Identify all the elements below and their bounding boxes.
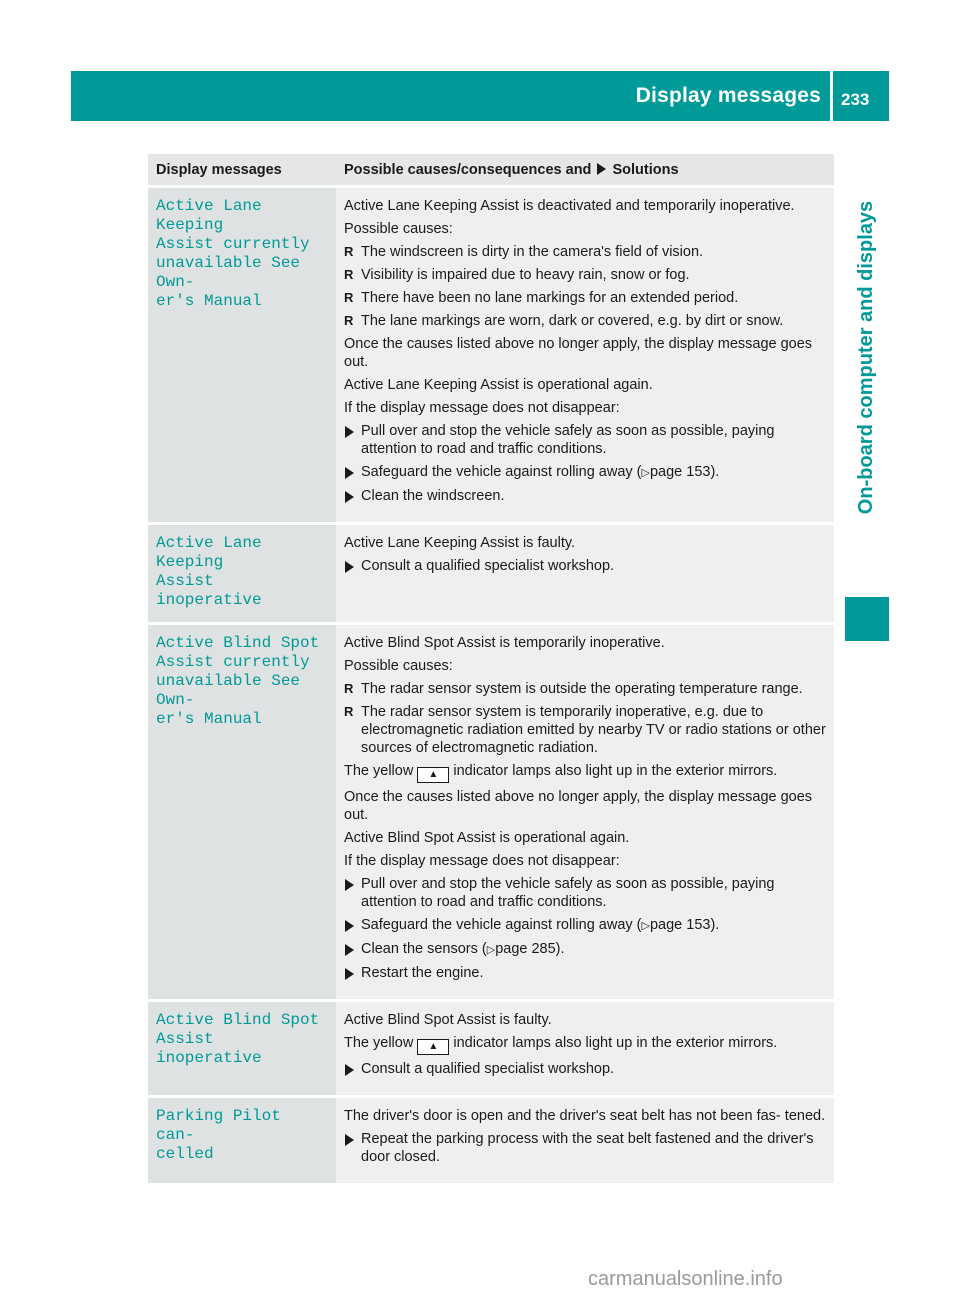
col-header-solutions-text: Solutions xyxy=(612,162,679,178)
solution-step xyxy=(344,557,826,575)
lamp-text-post: indicator lamps also light up in the exterior mirrors. xyxy=(453,1035,778,1051)
page-number: 233 xyxy=(841,90,870,109)
display-message-text: Active Lane Keeping Assist inoperative xyxy=(156,534,262,609)
message-cell xyxy=(148,1097,336,1184)
causes-cell xyxy=(336,524,834,624)
arrow-right-icon xyxy=(345,968,354,980)
bullet-icon: R xyxy=(344,290,354,305)
table-row xyxy=(148,1097,834,1184)
arrow-right-icon xyxy=(345,426,354,438)
solution-step xyxy=(344,463,826,482)
watermark: carmanualsonline.info xyxy=(588,1268,783,1290)
solution-step xyxy=(344,487,826,505)
solution-step xyxy=(344,422,826,458)
cause-text: There have been no lane markings for an extended period. xyxy=(361,290,739,306)
display-message-text: Active Blind Spot Assist currently unavailable See Own‐ er's Manual xyxy=(156,634,320,728)
display-message-text: Parking Pilot can‐ celled xyxy=(156,1107,281,1163)
paragraph: Active Blind Spot Assist is faulty. xyxy=(344,1012,552,1028)
solution-text: Consult a qualified specialist workshop. xyxy=(361,1061,615,1077)
paragraph: Active Lane Keeping Assist is faulty. xyxy=(344,535,576,551)
causes-cell xyxy=(336,624,834,1001)
paragraph: The driver's door is open and the driver's seat belt has not been fas‐ tened. xyxy=(344,1108,826,1124)
table-row xyxy=(148,1001,834,1097)
solution-text: Clean the sensors ( xyxy=(361,941,487,957)
page-ref-link[interactable]: page 153). xyxy=(649,464,720,480)
display-message-text: Active Blind Spot Assist inoperative xyxy=(156,1011,320,1067)
paragraph: Once the causes listed above no longer apply, the display message goes out. xyxy=(344,789,813,823)
bullet-icon: R xyxy=(344,313,354,328)
paragraph: If the display message does not disappear: xyxy=(344,853,620,869)
page-ref-link[interactable]: page 153). xyxy=(649,917,720,933)
side-tab xyxy=(845,127,889,587)
solution-step xyxy=(344,964,826,982)
message-cell xyxy=(148,524,336,624)
arrow-right-icon xyxy=(345,920,354,932)
page-ref-link[interactable]: page 285). xyxy=(495,941,565,957)
side-tab-label: On-board computer and displays xyxy=(855,200,878,514)
solution-text: Restart the engine. xyxy=(361,965,484,981)
arrow-right-icon xyxy=(345,561,354,573)
cause-text: The radar sensor system is outside the operating temperature range. xyxy=(361,681,803,697)
page-title: Display messages xyxy=(635,84,821,107)
paragraph: Active Blind Spot Assist is operational again. xyxy=(344,830,630,846)
cause-text: The windscreen is dirty in the camera's field of vision. xyxy=(361,244,704,260)
arrow-right-icon xyxy=(597,163,606,175)
warning-triangle-icon: ▲ xyxy=(417,767,449,783)
bullet-icon: R xyxy=(344,267,354,282)
cause-item xyxy=(344,289,826,307)
cause-item xyxy=(344,266,826,284)
causes-cell xyxy=(336,187,834,524)
cause-text: Visibility is impaired due to heavy rain, snow or fog. xyxy=(361,267,690,283)
message-cell xyxy=(148,624,336,1001)
arrow-right-icon xyxy=(345,1134,354,1146)
lamp-text-post: indicator lamps also light up in the exterior mirrors. xyxy=(453,763,778,779)
bullet-icon: R xyxy=(344,704,354,719)
lamp-text-pre: The yellow xyxy=(344,1035,414,1051)
header-divider xyxy=(830,71,833,121)
cause-text: The lane markings are worn, dark or covered, e.g. by dirt or snow. xyxy=(361,313,784,329)
table-row xyxy=(148,624,834,1001)
paragraph: Active Lane Keeping Assist is deactivated and temporarily inoperative. xyxy=(344,198,795,214)
bullet-icon: R xyxy=(344,681,354,696)
paragraph: Possible causes: xyxy=(344,221,453,237)
solution-step xyxy=(344,1060,826,1078)
page-ref-icon: ▷ xyxy=(641,467,650,479)
message-cell xyxy=(148,1001,336,1097)
solution-text: Pull over and stop the vehicle safely as soon as possible, paying attention to road and traffic conditions. xyxy=(361,423,775,457)
solution-text: Repeat the parking process with the seat belt fastened and the driver's door closed. xyxy=(361,1131,814,1165)
arrow-right-icon xyxy=(345,491,354,503)
cause-text: The radar sensor system is temporarily inoperative, e.g. due to electromagnetic radiation emitted by nearby TV or radio stations or other sources of electromagnetic radiation. xyxy=(361,704,826,756)
solution-step xyxy=(344,1130,826,1166)
side-tab-marker xyxy=(845,597,889,641)
col-header-causes xyxy=(336,154,834,187)
col-header-messages: Display messages xyxy=(148,154,336,187)
solution-text: Pull over and stop the vehicle safely as soon as possible, paying attention to road and traffic conditions. xyxy=(361,876,775,910)
paragraph: Possible causes: xyxy=(344,658,453,674)
arrow-right-icon xyxy=(345,944,354,956)
solution-text: Consult a qualified specialist workshop. xyxy=(361,558,615,574)
message-cell xyxy=(148,187,336,524)
solution-step xyxy=(344,875,826,911)
solution-step xyxy=(344,940,826,959)
cause-item xyxy=(344,680,826,698)
lamp-paragraph xyxy=(344,1034,826,1055)
solution-step xyxy=(344,916,826,935)
paragraph: Active Lane Keeping Assist is operational again. xyxy=(344,377,653,393)
causes-cell xyxy=(336,1001,834,1097)
warning-triangle-icon: ▲ xyxy=(417,1039,449,1055)
arrow-right-icon xyxy=(345,1064,354,1076)
paragraph: If the display message does not disappear: xyxy=(344,400,620,416)
lamp-paragraph xyxy=(344,762,826,783)
arrow-right-icon xyxy=(345,467,354,479)
table-header-row xyxy=(148,154,834,187)
paragraph: Once the causes listed above no longer apply, the display message goes out. xyxy=(344,336,813,370)
bullet-icon: R xyxy=(344,244,354,259)
page-ref-icon: ▷ xyxy=(641,920,650,932)
arrow-right-icon xyxy=(345,879,354,891)
cause-item xyxy=(344,312,826,330)
table-row xyxy=(148,524,834,624)
solution-text: Clean the windscreen. xyxy=(361,488,505,504)
causes-cell xyxy=(336,1097,834,1184)
cause-item xyxy=(344,243,826,261)
page-ref-icon: ▷ xyxy=(486,944,496,956)
display-messages-table xyxy=(148,154,834,1183)
header-bar xyxy=(71,71,889,121)
cause-item xyxy=(344,703,826,757)
paragraph: Active Blind Spot Assist is temporarily inoperative. xyxy=(344,635,665,651)
display-message-text: Active Lane Keeping Assist currently unavailable See Own‐ er's Manual xyxy=(156,197,310,310)
solution-text: Safeguard the vehicle against rolling away ( xyxy=(361,464,642,480)
table-row xyxy=(148,187,834,524)
lamp-text-pre: The yellow xyxy=(344,763,414,779)
col-header-causes-text: Possible causes/consequences and xyxy=(344,162,592,178)
solution-text: Safeguard the vehicle against rolling away ( xyxy=(361,917,642,933)
